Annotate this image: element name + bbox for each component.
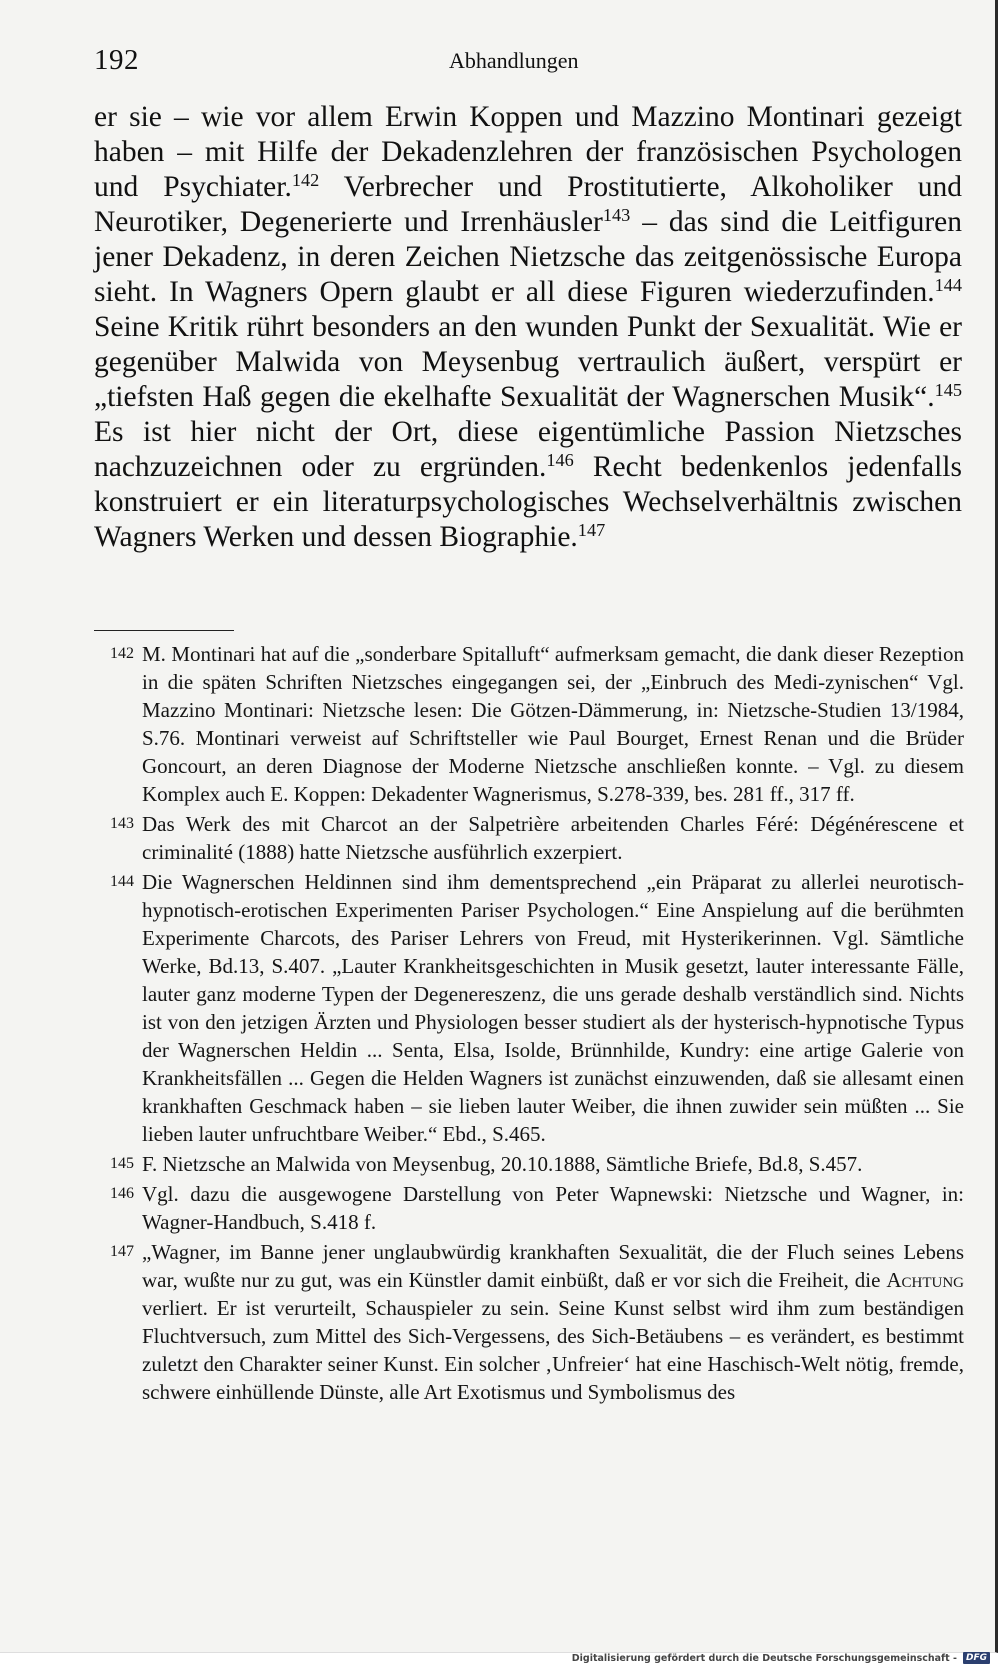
footnote-number: 146 [110, 1185, 134, 1202]
footnote-144 [94, 868, 964, 1148]
footnote-text: F. Nietzsche an Malwida von Meysenbug, 20.10.1888, Sämtliche Briefe, Bd.8, S.457. [142, 1152, 863, 1176]
running-head [94, 44, 904, 84]
body-text-segment: – das sind die Leitfiguren jener Dekadenz, in deren Zeichen Nietzsche das zeitgenössische Europa sieht. In Wagners Opern glaubt er all diese Figuren wiederzufinden. [94, 206, 962, 308]
footnote-number: 145 [110, 1155, 134, 1172]
footnote-reference[interactable]: 144 [934, 274, 962, 295]
body-text-segment: Verbrecher und Prostitutierte, Alkoholiker und Neurotiker, Degenerierte und Irrenhäusler [94, 171, 962, 238]
credit-text: Digitalisierung gefördert durch die Deutsche Forschungsgemeinschaft - [571, 1652, 957, 1664]
footnote-146 [94, 1180, 964, 1236]
dfg-logo-icon: DFG [963, 1652, 990, 1664]
footnote-143 [94, 810, 964, 866]
body-text-segment: Es ist hier nicht der Ort, diese eigentümliche Passion Nietzsches nachzuzeichnen oder zu ergründen. [94, 416, 962, 483]
footnote-text: Vgl. dazu die ausgewogene Darstellung von Peter Wapnewski: Nietzsche und Wagner, in: Wagner-Handbuch, S.418 f. [142, 1182, 964, 1234]
footnote-reference[interactable]: 147 [577, 519, 606, 540]
footnote-text-segment: verliert. Er ist verurteilt, Schauspieler zu sein. Seine Kunst selbst wird ihm zum beständigen Fluchtversuch, zum Mittel des Sich-Vergessens, des Sich-Betäubens – es verändert, es bestimmt zuletzt den Charakter seiner Kunst. Ein solcher ‚Unfreier‘ hat eine Haschisch-Welt nötig, fremde, schwere einhüllende Dünste, alle Art Exotismus und Symbolismus des [142, 1296, 964, 1404]
footnote-text-segment: „Wagner, im Banne jener unglaubwürdig krankhaften Sexualität, die der Fluch seines Lebens war, wußte nur zu gut, was ein Künstler damit einbüßt, daß er vor sich die Freiheit, die [142, 1240, 964, 1292]
digitization-credit [572, 1650, 990, 1666]
footnotes-section [94, 640, 964, 1408]
footnote-reference[interactable]: 146 [546, 449, 574, 470]
footnote-reference[interactable]: 142 [291, 169, 320, 190]
page-number: 192 [94, 44, 139, 76]
footnote-text: Das Werk des mit Charcot an der Salpetrière arbeitenden Charles Féré: Dégénérescene et criminalité (1888) hatte Nietzsche ausführlich exzerpiert. [142, 812, 964, 864]
footnote-text: Die Wagnerschen Heldinnen sind ihm dementsprechend „ein Präparat zu allerlei neurotisch-hypnotisch-erotischen Experimenten Pariser Psychologen.“ Eine Anspielung auf die berühmten Experimente Charcots, des Pariser Lehrers von Freud, mit Hysterikerinnen. Vgl. Sämtliche Werke, Bd.13, S.407. „Lauter Krankheitsgeschichten in Musik gesetzt, lauter interessante Fälle, lauter ganz moderne Typen der Degenereszenz, die uns gerade deshalb verständlich sind. Nichts ist von den jetzigen Ärzten und Physiologen besser studiert als der hysterisch-hypnotische Typus der Wagnerschen Heldin ... Senta, Elsa, Isolde, Brünnhilde, Kundry: eine artige Galerie von Krankheitsfällen ... Gegen die Helden Wagners ist zunächst einzuwenden, daß sie allesamt einen krankhaften Geschmack haben – sie lieben lauter Weiber, die ihnen zuwider sein müßten ... Sie lieben lauter unfruchtbare Weiber.“ Ebd., S.465. [142, 870, 964, 1146]
footnote-reference[interactable]: 145 [934, 379, 962, 400]
running-head-title: Abhandlungen [449, 48, 579, 73]
footnote-number: 144 [110, 873, 134, 890]
footnote-separator [94, 630, 234, 631]
footnote-number: 142 [110, 645, 134, 662]
footnote-142 [94, 640, 964, 808]
footnote-text: M. Montinari hat auf die „sonderbare Spitalluft“ aufmerksam gemacht, die dank dieser Rezeption in die späten Schriften Nietzsches eingegangen sei, der „Einbruch des Medi-zynischen“ Vgl. Mazzino Montinari: Nietzsche lesen: Die Götzen-Dämmerung, in: Nietzsche-Studien 13/1984, S.76. Montinari verweist auf Schriftsteller wie Paul Bourget, Ernest Renan und die Brüder Goncourt, an deren Diagnose der Moderne Nietzsche anschließen konnte. – Vgl. zu diesem Komplex auch E. Koppen: Dekadenter Wagnerismus, S.278-339, bes. 281 ff., 317 ff. [142, 642, 964, 806]
body-text-segment: er sie – wie vor allem Erwin Koppen und Mazzino Montinari gezeigt haben – mit Hilfe der Dekadenzlehren der französischen Psychologen und Psychiater. [94, 101, 962, 203]
footnote-147 [94, 1238, 964, 1406]
body-text-segment: Seine Kritik rührt besonders an den wunden Punkt der Sexualität. Wie er gegenüber Malwida von Meysenbug vertraulich äußert, verspürt er „tiefsten Haß gegen die ekelhafte Sexualität der Wagnerschen Musik“. [94, 311, 962, 413]
footnote-number: 147 [110, 1243, 134, 1260]
emphasis-word: Achtung [886, 1268, 964, 1292]
footnote-145 [94, 1150, 964, 1178]
main-paragraph [94, 100, 962, 555]
footnote-reference[interactable]: 143 [602, 204, 631, 225]
body-text-segment: Recht bedenkenlos jedenfalls konstruiert er ein literaturpsychologisches Wechselverhältnis zwischen Wagners Werken und dessen Biographie. [94, 451, 962, 553]
footnote-text [142, 1240, 964, 1404]
footnote-number: 143 [110, 815, 134, 832]
